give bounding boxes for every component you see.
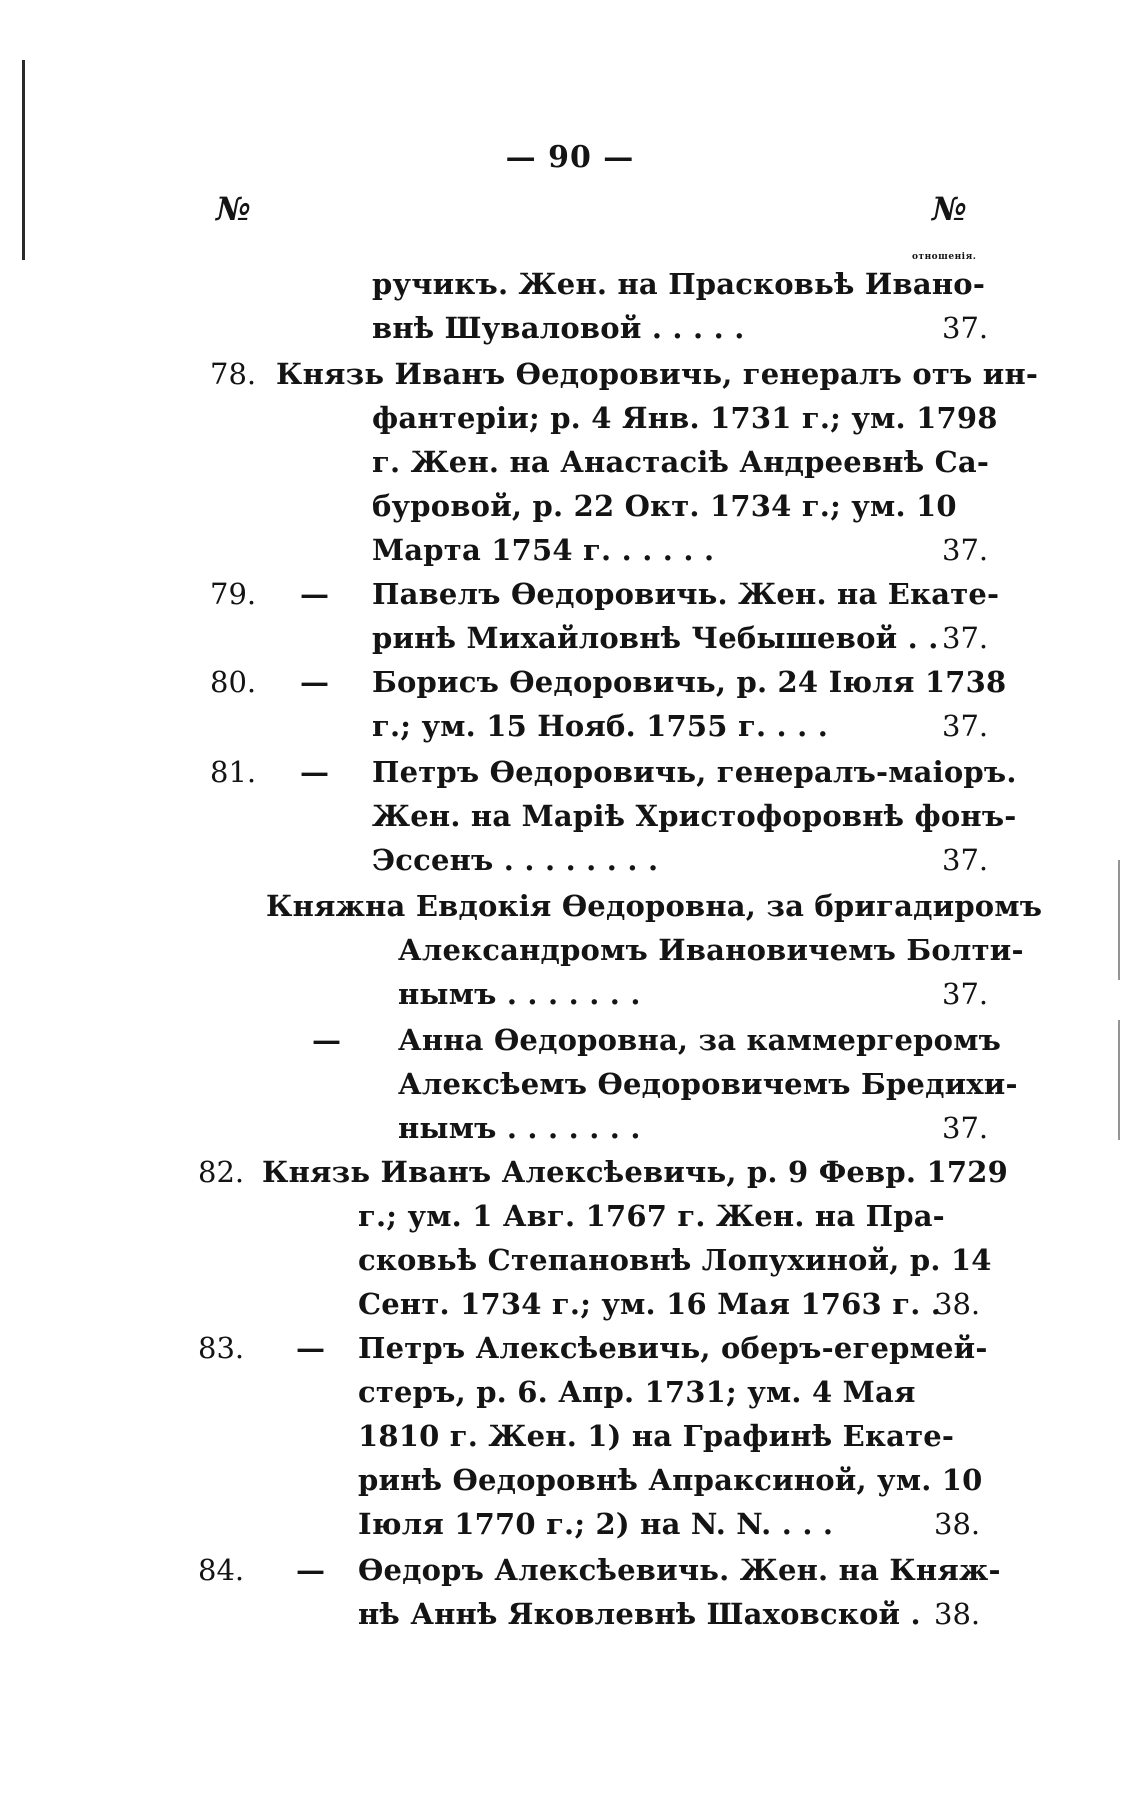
- entry-number: 79.: [210, 577, 257, 611]
- entry-line: Княжна Евдокія Өедоровна, за бригадиромъ: [266, 889, 1043, 923]
- entry-line: Жен. на Маріѣ Христофоровнѣ фонъ-: [372, 799, 1017, 833]
- scan-edge-mark: [22, 60, 25, 260]
- scan-edge-mark: [1118, 860, 1120, 980]
- entry-line: Павелъ Өедоровичь. Жен. на Екате-: [372, 577, 1000, 611]
- right-column-header: №: [932, 190, 967, 228]
- entry-dash: —: [300, 665, 329, 699]
- entry-reference: 37.: [942, 977, 989, 1011]
- entry-number: 84.: [198, 1553, 245, 1587]
- scan-edge-mark: [1118, 1020, 1120, 1140]
- left-column-header: №: [216, 190, 251, 228]
- entry-line: Іюля 1770 г.; 2) на N. N. . . .: [358, 1507, 834, 1541]
- entry-line: нымъ . . . . . . .: [398, 1111, 641, 1145]
- entry-line: г.; ум. 15 Нояб. 1755 г. . . .: [372, 709, 829, 743]
- entry-line: буровой, р. 22 Окт. 1734 г.; ум. 10: [372, 489, 957, 523]
- entry-line: ринѣ Михайловнѣ Чебышевой . .: [372, 621, 939, 655]
- entry-reference: 37.: [942, 621, 989, 655]
- entry-reference: 38.: [934, 1287, 981, 1321]
- entry-dash: —: [300, 755, 329, 789]
- entry-reference: 38.: [934, 1507, 981, 1541]
- entry-reference: 37.: [942, 709, 989, 743]
- entry-line: Анна Өедоровна, за каммергеромъ: [398, 1023, 1002, 1057]
- entry-reference: 38.: [934, 1597, 981, 1631]
- entry-line: фантеріи; р. 4 Янв. 1731 г.; ум. 1798: [372, 401, 998, 435]
- entry-line: Александромъ Ивановичемъ Болти-: [398, 933, 1024, 967]
- entry-line: Марта 1754 г. . . . . .: [372, 533, 715, 567]
- entry-dash: —: [296, 1553, 325, 1587]
- entry-line: Өедоръ Алексѣевичь. Жен. на Княж-: [358, 1553, 1001, 1587]
- entry-line: Петръ Өедоровичь, генералъ-маіоръ.: [372, 755, 1017, 789]
- right-column-subheader: отношенія.: [912, 252, 977, 262]
- entry-line: Князь Иванъ Алексѣевичь, р. 9 Февр. 1729: [262, 1155, 1008, 1189]
- entry-dash: —: [296, 1331, 325, 1365]
- page-number: — 90 —: [505, 140, 635, 175]
- entry-line: стеръ, р. 6. Апр. 1731; ум. 4 Мая: [358, 1375, 916, 1409]
- entry-line: Алексѣемъ Өедоровичемъ Бредихи-: [398, 1067, 1018, 1101]
- entry-line: г.; ум. 1 Авг. 1767 г. Жен. на Пра-: [358, 1199, 945, 1233]
- entry-line: внѣ Шуваловой . . . . .: [372, 311, 745, 345]
- entry-reference: 37.: [942, 311, 989, 345]
- entry-line: сковьѣ Степановнѣ Лопухиной, р. 14: [358, 1243, 992, 1277]
- entry-line: ринѣ Өедоровнѣ Апраксиной, ум. 10: [358, 1463, 983, 1497]
- entry-number: 83.: [198, 1331, 245, 1365]
- entry-number: 82.: [198, 1155, 245, 1189]
- entry-number: 81.: [210, 755, 257, 789]
- entry-line: ручикъ. Жен. на Прасковьѣ Ивано-: [372, 267, 986, 301]
- entry-dash: —: [300, 577, 329, 611]
- entry-line: нымъ . . . . . . .: [398, 977, 641, 1011]
- entry-line: Борисъ Өедоровичь, р. 24 Іюля 1738: [372, 665, 1007, 699]
- entry-line: Сент. 1734 г.; ум. 16 Мая 1763 г. .: [358, 1287, 942, 1321]
- entry-line: Князь Иванъ Өедоровичь, генералъ отъ ин-: [276, 357, 1039, 391]
- entry-reference: 37.: [942, 843, 989, 877]
- entry-reference: 37.: [942, 533, 989, 567]
- entry-line: Эссенъ . . . . . . . .: [372, 843, 659, 877]
- entry-line: г. Жен. на Анастасіѣ Андреевнѣ Са-: [372, 445, 990, 479]
- entry-line: нѣ Аннѣ Яковлевнѣ Шаховской .: [358, 1597, 921, 1631]
- entry-reference: 37.: [942, 1111, 989, 1145]
- entry-number: 80.: [210, 665, 257, 699]
- entry-line: 1810 г. Жен. 1) на Графинѣ Екате-: [358, 1419, 955, 1453]
- entry-line: Петръ Алексѣевичь, оберъ-егермей-: [358, 1331, 988, 1365]
- entry-dash: —: [312, 1023, 341, 1057]
- entry-number: 78.: [210, 357, 257, 391]
